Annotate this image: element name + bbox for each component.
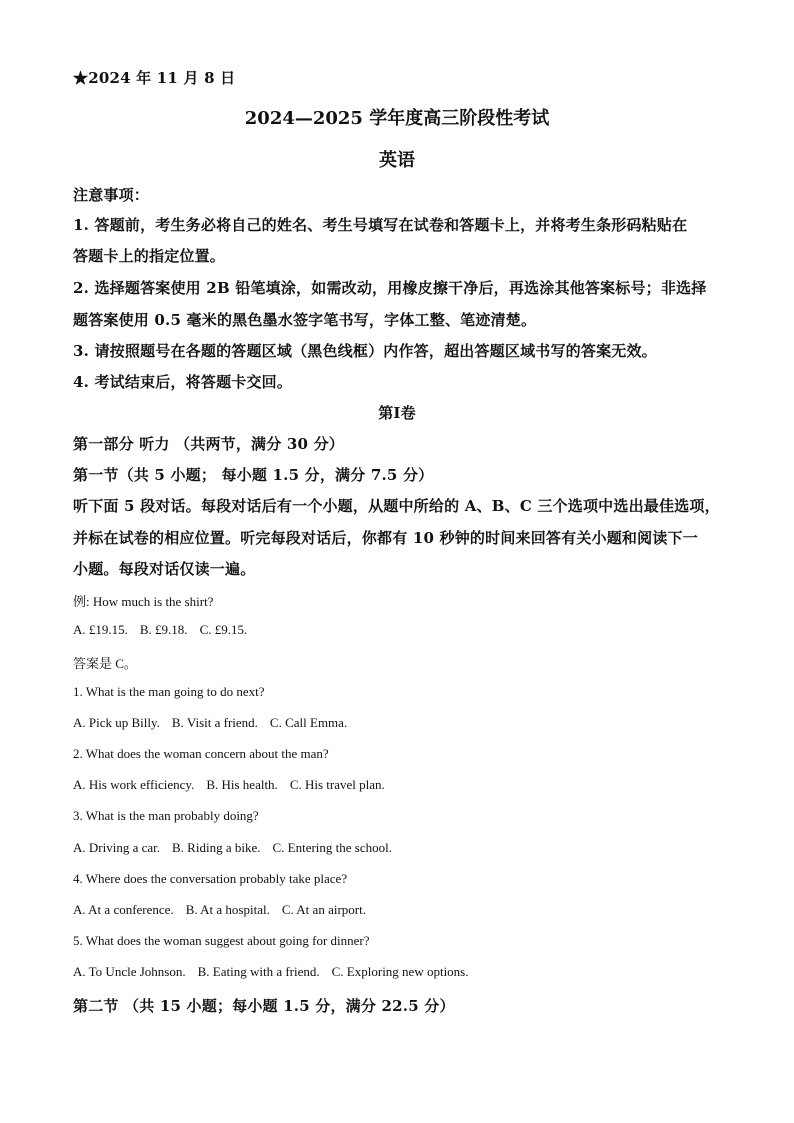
- notes-line: 题答案使用 0.5 毫米的黑色墨水签字笔书写，字体工整、笔迹清楚。: [73, 311, 537, 329]
- question-5-options: [73, 964, 469, 980]
- option: C. His travel plan.: [289, 777, 385, 792]
- notes-line: 2. 选择题答案使用 2B 铅笔填涂，如需改动，用橡皮擦干净后，再选涂其他答案标号；非选择: [73, 279, 707, 297]
- notes-line: 3. 请按照题号在各题的答题区域（黑色线框）内作答，超出答题区域书写的答案无效。: [73, 342, 657, 360]
- example-answer: 答案是 C。: [73, 656, 137, 671]
- question-4-options: [73, 902, 366, 918]
- notes-line: 4. 考试结束后，将答题卡交回。: [73, 373, 293, 391]
- option: C. At an airport.: [281, 902, 366, 917]
- option: C. £9.15.: [199, 622, 248, 637]
- question-3-options: [73, 840, 392, 856]
- question-3: 3. What is the man probably doing?: [73, 808, 259, 823]
- option: A. Driving a car.: [73, 840, 161, 855]
- option: B. Eating with a friend.: [197, 964, 320, 979]
- exam-title: 2024—2025 学年度高三阶段性考试: [244, 108, 550, 129]
- question-2-options: [73, 777, 385, 793]
- option: C. Entering the school.: [272, 840, 392, 855]
- instructions-line: 小题。每段对话仅读一遍。: [73, 560, 256, 578]
- option: B. Riding a bike.: [172, 840, 261, 855]
- option: A. To Uncle Johnson.: [73, 964, 186, 979]
- part1-heading: 第一部分 听力 （共两节，满分 30 分）: [73, 435, 344, 453]
- question-4: 4. Where does the conversation probably take place?: [73, 871, 348, 886]
- question-1: 1. What is the man going to do next?: [73, 684, 265, 699]
- example-options: [73, 622, 247, 638]
- question-2: 2. What does the woman concern about the man?: [73, 746, 329, 761]
- option: A. His work efficiency.: [73, 777, 195, 792]
- option: A. £19.15.: [73, 622, 128, 637]
- option: B. £9.18.: [139, 622, 188, 637]
- notes-line: 1. 答题前，考生务必将自己的姓名、考生号填写在试卷和答题卡上，并将考生条形码粘贴在: [73, 216, 688, 234]
- option: B. His health.: [206, 777, 278, 792]
- option: C. Exploring new options.: [331, 964, 469, 979]
- option: A. Pick up Billy.: [73, 715, 160, 730]
- section2-heading: 第二节 （共 15 小题；每小题 1.5 分，满分 22.5 分）: [73, 997, 455, 1015]
- instructions-line: 听下面 5 段对话。每段对话后有一个小题，从题中所给的 A、B、C 三个选项中选出最佳选项，: [73, 497, 720, 515]
- subject-title: 英语: [379, 150, 415, 171]
- date-line: ★2024 年 11 月 8 日: [73, 69, 236, 87]
- question-5: 5. What does the woman suggest about going for dinner?: [73, 933, 370, 948]
- volume-heading: 第Ⅰ卷: [378, 404, 416, 422]
- question-1-options: [73, 715, 347, 731]
- instructions-line: 并标在试卷的相应位置。听完每段对话后，你都有 10 秒钟的时间来回答有关小题和阅读下一: [73, 529, 698, 547]
- option: A. At a conference.: [73, 902, 174, 917]
- option: C. Call Emma.: [269, 715, 348, 730]
- option: B. Visit a friend.: [171, 715, 258, 730]
- notes-line: 答题卡上的指定位置。: [73, 247, 226, 265]
- notes-heading: 注意事项：: [73, 186, 150, 204]
- section1-heading: 第一节（共 5 小题； 每小题 1.5 分，满分 7.5 分）: [73, 466, 434, 484]
- option: B. At a hospital.: [185, 902, 270, 917]
- example-question: 例: How much is the shirt?: [73, 594, 214, 609]
